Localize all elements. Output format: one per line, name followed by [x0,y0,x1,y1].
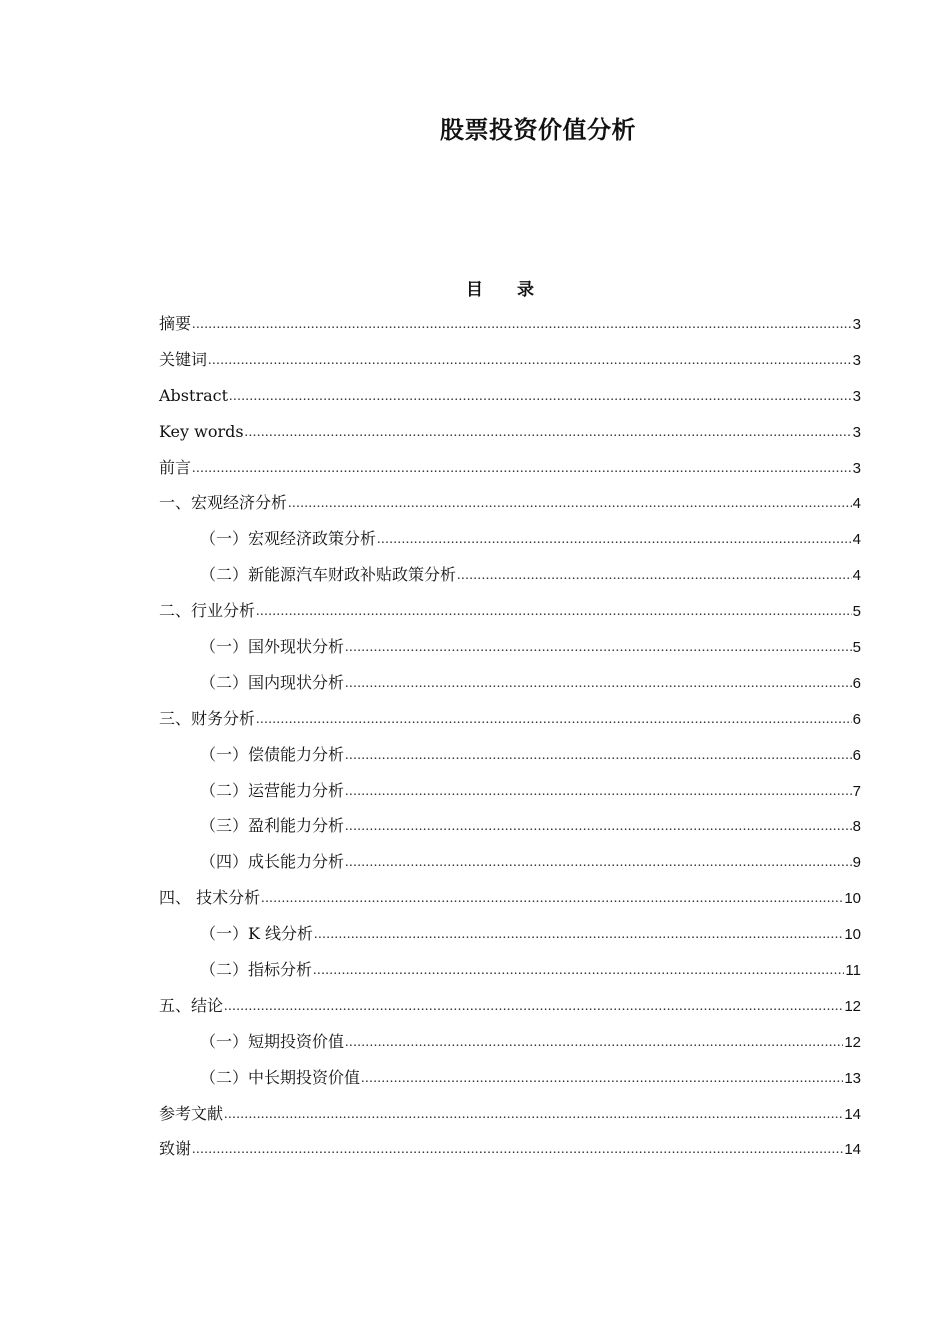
toc-dot-leader [345,843,852,881]
toc-entry-label: （一）K 线分析 [200,924,314,944]
toc-dot-leader [345,628,852,666]
toc-entry-label: 摘要 [159,314,192,333]
toc-entry-label: （一）短期投资价值 [200,1031,345,1051]
toc-entry[interactable] [159,1024,861,1060]
toc-entry[interactable] [159,988,861,1024]
toc-entry[interactable] [159,378,861,414]
toc-dot-leader [208,341,852,379]
toc-dot-leader [256,592,852,630]
toc-dot-leader [345,736,852,774]
toc-dot-leader [377,520,852,558]
toc-entry[interactable] [159,808,861,844]
toc-dot-leader [288,484,852,522]
toc-entry-page-number: 13 [844,1069,861,1087]
toc-dot-leader [192,449,852,487]
toc-entry[interactable] [159,485,861,521]
toc-entry[interactable] [159,521,861,557]
toc-entry-label: （二）新能源汽车财政补贴政策分析 [200,565,457,585]
toc-entry-label: Abstract [159,385,229,405]
toc-entry-page-number: 10 [844,926,861,944]
toc-entry-label: （二）运营能力分析 [200,780,345,800]
toc-dot-leader [192,1130,843,1168]
toc-entry-label: 关键词 [159,349,208,369]
toc-dot-leader [229,377,852,415]
toc-entry-page-number: 9 [852,854,861,872]
toc-entry-label: 四、 技术分析 [159,888,261,908]
toc-entry-page-number: 6 [852,674,861,692]
toc-entry[interactable] [159,701,861,737]
toc-entry-label: （一）偿债能力分析 [200,744,345,764]
toc-entry-page-number: 11 [845,962,861,980]
toc-entry-page-number: 7 [852,782,861,800]
toc-entry-label: （一）国外现状分析 [200,637,345,657]
toc-entry-label: Key words [159,421,244,441]
toc-dot-leader [345,664,852,702]
toc-entry-page-number: 3 [852,423,861,441]
toc-entry[interactable] [159,1096,861,1132]
toc-dot-leader [345,807,852,845]
toc-entry-page-number: 12 [844,997,861,1015]
toc-entry-label: 三、财务分析 [159,708,256,728]
toc-dot-leader [192,305,852,343]
toc-entry-page-number: 3 [852,387,861,405]
toc-entry-label: （二）国内现状分析 [200,672,345,692]
toc-entry-label: 参考文献 [159,1103,224,1123]
toc-entry-label: 前言 [159,457,192,477]
toc-entry-page-number: 3 [852,351,861,369]
toc-entry-page-number: 6 [852,710,861,728]
page-title: 股票投资价值分析 [440,115,636,144]
toc-entry-page-number: 4 [852,531,861,549]
toc-entry-label: （二）指标分析 [200,960,313,980]
toc-entry[interactable] [159,1131,861,1167]
toc-entry-label: （二）中长期投资价值 [200,1067,361,1087]
toc-entry-page-number: 5 [852,603,861,621]
toc-entry[interactable] [159,665,861,701]
toc-dot-leader [345,772,852,810]
toc-entry-label: 二、行业分析 [159,601,256,621]
toc-entry[interactable] [159,629,861,665]
toc-entry[interactable] [159,916,861,952]
toc-dot-leader [313,951,844,989]
toc-entry-label: （三）盈利能力分析 [200,816,345,836]
toc-entry[interactable] [159,880,861,916]
toc-entry[interactable] [159,737,861,773]
toc-entry[interactable] [159,306,861,342]
toc-dot-leader [256,700,852,738]
toc-entry-label: 致谢 [159,1139,192,1159]
toc-dot-leader [261,879,843,917]
toc-entry-label: （一）宏观经济政策分析 [200,529,377,549]
toc-dot-leader [314,915,843,953]
toc-entry[interactable] [159,773,861,809]
toc-entry-page-number: 8 [852,818,861,836]
toc-entry-label: （四）成长能力分析 [200,852,345,872]
toc-dot-leader [361,1059,843,1097]
toc-entry-page-number: 3 [852,459,861,477]
toc-entry-page-number: 4 [852,567,861,585]
toc-entry-page-number: 10 [844,890,861,908]
toc-entry-page-number: 12 [844,1033,861,1051]
toc-entry-page-number: 4 [852,495,861,513]
toc-entry-label: 五、结论 [159,995,224,1015]
table-of-contents [159,306,861,1167]
toc-entry[interactable] [159,450,861,486]
toc-entry-label: 一、宏观经济分析 [159,493,288,513]
toc-dot-leader [224,987,843,1025]
toc-entry-page-number: 14 [844,1105,861,1123]
toc-entry[interactable] [159,414,861,450]
toc-entry[interactable] [159,952,861,988]
toc-dot-leader [457,556,852,594]
toc-entry[interactable] [159,557,861,593]
toc-entry-page-number: 14 [844,1141,861,1159]
toc-entry-page-number: 6 [852,746,861,764]
toc-heading: 目 录 [466,280,548,300]
toc-entry[interactable] [159,1060,861,1096]
toc-entry-page-number: 5 [852,639,861,657]
toc-dot-leader [224,1095,843,1133]
toc-entry-page-number: 3 [852,316,861,333]
toc-entry[interactable] [159,342,861,378]
toc-entry[interactable] [159,844,861,880]
toc-dot-leader [245,413,852,451]
toc-entry[interactable] [159,593,861,629]
toc-dot-leader [345,1023,843,1061]
